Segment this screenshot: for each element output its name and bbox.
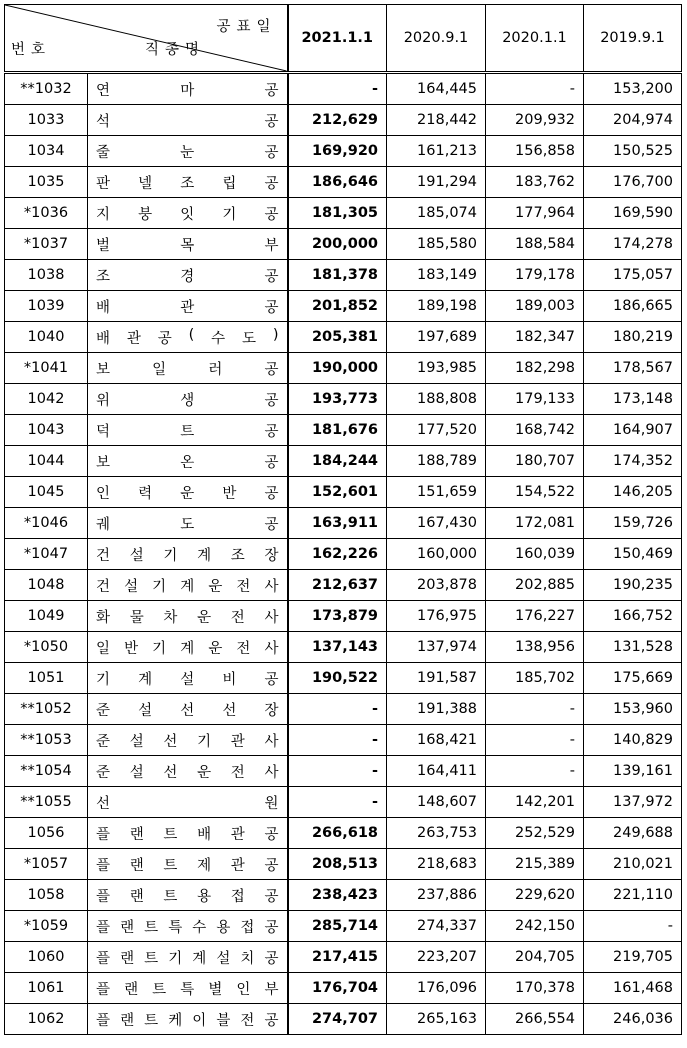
wage-value: 148,607 bbox=[387, 787, 486, 818]
wage-value: 137,974 bbox=[387, 632, 486, 663]
wage-value: 242,150 bbox=[486, 911, 584, 942]
table-row bbox=[5, 260, 682, 291]
table-row bbox=[5, 198, 682, 229]
row-number: *1047 bbox=[5, 539, 88, 570]
wage-value: 191,388 bbox=[387, 694, 486, 725]
job-name-cell bbox=[88, 136, 288, 167]
job-name-cell bbox=[88, 477, 288, 508]
row-number: 1051 bbox=[5, 663, 88, 694]
wage-value: 173,148 bbox=[584, 384, 682, 415]
header-date: 2021.1.1 bbox=[288, 5, 387, 73]
wage-value: 173,879 bbox=[288, 601, 387, 632]
row-number: **1053 bbox=[5, 725, 88, 756]
table-row bbox=[5, 446, 682, 477]
row-number: **1055 bbox=[5, 787, 88, 818]
job-name-cell bbox=[88, 663, 288, 694]
wage-value: 177,964 bbox=[486, 198, 584, 229]
job-name: 덕 트 공 bbox=[96, 423, 279, 440]
wage-value: 212,637 bbox=[288, 570, 387, 601]
wage-table bbox=[4, 4, 682, 1035]
wage-value: 142,201 bbox=[486, 787, 584, 818]
row-number: *1057 bbox=[5, 849, 88, 880]
wage-value: 159,726 bbox=[584, 508, 682, 539]
wage-value: 229,620 bbox=[486, 880, 584, 911]
wage-value: 237,886 bbox=[387, 880, 486, 911]
job-name: 인 력 운 반 공 bbox=[96, 485, 279, 502]
table-row bbox=[5, 508, 682, 539]
wage-value: 265,163 bbox=[387, 1004, 486, 1035]
header-left-label: 번호 bbox=[11, 42, 52, 58]
job-name: 배 관 공 bbox=[96, 299, 279, 316]
wage-value: 180,219 bbox=[584, 322, 682, 353]
header-date: 2019.9.1 bbox=[584, 5, 682, 73]
job-name-cell bbox=[88, 601, 288, 632]
job-name-cell bbox=[88, 198, 288, 229]
job-name-cell bbox=[88, 756, 288, 787]
wage-value: 221,110 bbox=[584, 880, 682, 911]
wage-value: 215,389 bbox=[486, 849, 584, 880]
job-name: 판 넬 조 립 공 bbox=[96, 175, 279, 192]
row-number: 1062 bbox=[5, 1004, 88, 1035]
wage-value: - bbox=[288, 725, 387, 756]
job-name-cell bbox=[88, 291, 288, 322]
row-number: 1060 bbox=[5, 942, 88, 973]
wage-value: 190,235 bbox=[584, 570, 682, 601]
wage-value: 131,528 bbox=[584, 632, 682, 663]
table-row bbox=[5, 849, 682, 880]
wage-value: 217,415 bbox=[288, 942, 387, 973]
wage-value: 161,213 bbox=[387, 136, 486, 167]
table-row bbox=[5, 973, 682, 1004]
wage-value: 238,423 bbox=[288, 880, 387, 911]
wage-value: 182,298 bbox=[486, 353, 584, 384]
job-name: 플 랜 트 배 관 공 bbox=[96, 826, 279, 843]
table-row bbox=[5, 167, 682, 198]
table-row bbox=[5, 725, 682, 756]
wage-value: 205,381 bbox=[288, 322, 387, 353]
row-number: 1043 bbox=[5, 415, 88, 446]
wage-value: 169,920 bbox=[288, 136, 387, 167]
wage-value: - bbox=[288, 694, 387, 725]
row-number: 1056 bbox=[5, 818, 88, 849]
job-name: 일 반 기 계 운 전 사 bbox=[96, 640, 279, 657]
job-name: 플 랜 트 케 이 블 전 공 bbox=[96, 1012, 279, 1029]
table-row bbox=[5, 539, 682, 570]
job-name: 준 설 선 선 장 bbox=[96, 702, 279, 719]
table-row bbox=[5, 291, 682, 322]
wage-value: 176,096 bbox=[387, 973, 486, 1004]
job-name: 건 설 기 계 조 장 bbox=[96, 547, 279, 564]
wage-value: 212,629 bbox=[288, 105, 387, 136]
job-name: 지 붕 잇 기 공 bbox=[96, 206, 279, 223]
wage-value: 150,525 bbox=[584, 136, 682, 167]
table-row bbox=[5, 353, 682, 384]
wage-value: 176,975 bbox=[387, 601, 486, 632]
wage-value: 185,074 bbox=[387, 198, 486, 229]
wage-value: 189,198 bbox=[387, 291, 486, 322]
wage-value: 180,707 bbox=[486, 446, 584, 477]
wage-value: 186,646 bbox=[288, 167, 387, 198]
wage-value: 191,294 bbox=[387, 167, 486, 198]
row-number: *1046 bbox=[5, 508, 88, 539]
wage-value: 162,226 bbox=[288, 539, 387, 570]
row-number: *1059 bbox=[5, 911, 88, 942]
table-row bbox=[5, 1004, 682, 1035]
job-name-cell bbox=[88, 446, 288, 477]
wage-value: 266,618 bbox=[288, 818, 387, 849]
table-body bbox=[5, 73, 682, 1035]
header-row bbox=[5, 5, 682, 73]
wage-value: - bbox=[486, 73, 584, 105]
wage-value: 189,003 bbox=[486, 291, 584, 322]
job-name: 준 설 선 기 관 사 bbox=[96, 733, 279, 750]
wage-value: - bbox=[486, 694, 584, 725]
wage-value: 146,205 bbox=[584, 477, 682, 508]
wage-value: 184,244 bbox=[288, 446, 387, 477]
wage-value: 137,143 bbox=[288, 632, 387, 663]
wage-value: 164,445 bbox=[387, 73, 486, 105]
wage-value: 167,430 bbox=[387, 508, 486, 539]
wage-value: 163,911 bbox=[288, 508, 387, 539]
table-row bbox=[5, 694, 682, 725]
wage-value: 249,688 bbox=[584, 818, 682, 849]
wage-value: 246,036 bbox=[584, 1004, 682, 1035]
job-name-cell bbox=[88, 632, 288, 663]
header-date: 2020.9.1 bbox=[387, 5, 486, 73]
wage-value: 156,858 bbox=[486, 136, 584, 167]
row-number: **1032 bbox=[5, 73, 88, 105]
table-row bbox=[5, 229, 682, 260]
wage-value: 174,352 bbox=[584, 446, 682, 477]
row-number: 1033 bbox=[5, 105, 88, 136]
wage-value: 185,702 bbox=[486, 663, 584, 694]
row-number: **1054 bbox=[5, 756, 88, 787]
job-name-cell bbox=[88, 787, 288, 818]
wage-value: 185,580 bbox=[387, 229, 486, 260]
wage-value: 218,442 bbox=[387, 105, 486, 136]
table-row bbox=[5, 384, 682, 415]
job-name-cell bbox=[88, 384, 288, 415]
row-number: 1040 bbox=[5, 322, 88, 353]
job-name-cell bbox=[88, 260, 288, 291]
wage-value: 182,347 bbox=[486, 322, 584, 353]
wage-value: 181,378 bbox=[288, 260, 387, 291]
wage-value: 219,705 bbox=[584, 942, 682, 973]
wage-value: 204,705 bbox=[486, 942, 584, 973]
job-name-cell bbox=[88, 229, 288, 260]
wage-value: 200,000 bbox=[288, 229, 387, 260]
job-name-cell bbox=[88, 725, 288, 756]
wage-value: 188,584 bbox=[486, 229, 584, 260]
wage-value: 208,513 bbox=[288, 849, 387, 880]
wage-value: 193,773 bbox=[288, 384, 387, 415]
job-name: 연 마 공 bbox=[96, 82, 279, 99]
table-row bbox=[5, 105, 682, 136]
wage-value: 175,669 bbox=[584, 663, 682, 694]
wage-value: 176,704 bbox=[288, 973, 387, 1004]
row-number: 1034 bbox=[5, 136, 88, 167]
wage-value: 164,411 bbox=[387, 756, 486, 787]
row-number: 1042 bbox=[5, 384, 88, 415]
wage-value: 179,178 bbox=[486, 260, 584, 291]
wage-value: 202,885 bbox=[486, 570, 584, 601]
job-name: 궤 도 공 bbox=[96, 516, 279, 533]
wage-value: 166,752 bbox=[584, 601, 682, 632]
job-name: 플 랜 트 특 수 용 접 공 bbox=[96, 919, 279, 936]
job-name: 벌 목 부 bbox=[96, 237, 279, 254]
wage-value: 150,469 bbox=[584, 539, 682, 570]
row-number: *1041 bbox=[5, 353, 88, 384]
wage-value: 201,852 bbox=[288, 291, 387, 322]
job-name: 보 온 공 bbox=[96, 454, 279, 471]
job-name: 보 일 러 공 bbox=[96, 361, 279, 378]
wage-value: 188,789 bbox=[387, 446, 486, 477]
job-name: 준 설 선 운 전 사 bbox=[96, 764, 279, 781]
wage-value: 168,421 bbox=[387, 725, 486, 756]
wage-value: 178,567 bbox=[584, 353, 682, 384]
wage-value: 186,665 bbox=[584, 291, 682, 322]
wage-value: 197,689 bbox=[387, 322, 486, 353]
job-name-cell bbox=[88, 508, 288, 539]
wage-value: 183,149 bbox=[387, 260, 486, 291]
job-name-cell bbox=[88, 105, 288, 136]
job-name-cell bbox=[88, 73, 288, 105]
wage-value: 181,676 bbox=[288, 415, 387, 446]
job-name-cell bbox=[88, 880, 288, 911]
wage-value: 274,337 bbox=[387, 911, 486, 942]
header-top-label: 공표일 bbox=[216, 19, 277, 35]
table-row bbox=[5, 477, 682, 508]
wage-value: 174,278 bbox=[584, 229, 682, 260]
wage-value: 176,700 bbox=[584, 167, 682, 198]
wage-value: - bbox=[486, 756, 584, 787]
job-name-cell bbox=[88, 942, 288, 973]
job-name-cell bbox=[88, 322, 288, 353]
table-row bbox=[5, 601, 682, 632]
header-date: 2020.1.1 bbox=[486, 5, 584, 73]
table-row bbox=[5, 880, 682, 911]
wage-value: 181,305 bbox=[288, 198, 387, 229]
table-row bbox=[5, 415, 682, 446]
job-name: 조 경 공 bbox=[96, 268, 279, 285]
table-row bbox=[5, 756, 682, 787]
wage-value: 266,554 bbox=[486, 1004, 584, 1035]
job-name-cell bbox=[88, 539, 288, 570]
row-number: 1048 bbox=[5, 570, 88, 601]
wage-value: - bbox=[288, 73, 387, 105]
wage-value: 153,200 bbox=[584, 73, 682, 105]
header-diagonal-cell bbox=[5, 5, 288, 73]
job-name-cell bbox=[88, 818, 288, 849]
wage-value: 176,227 bbox=[486, 601, 584, 632]
wage-value: 169,590 bbox=[584, 198, 682, 229]
wage-value: 218,683 bbox=[387, 849, 486, 880]
wage-value: 161,468 bbox=[584, 973, 682, 1004]
wage-value: 164,907 bbox=[584, 415, 682, 446]
table-row bbox=[5, 73, 682, 105]
wage-value: 179,133 bbox=[486, 384, 584, 415]
wage-value: 285,714 bbox=[288, 911, 387, 942]
job-name: 위 생 공 bbox=[96, 392, 279, 409]
wage-value: 190,000 bbox=[288, 353, 387, 384]
wage-value: - bbox=[584, 911, 682, 942]
wage-value: 175,057 bbox=[584, 260, 682, 291]
job-name-cell bbox=[88, 353, 288, 384]
wage-value: 210,021 bbox=[584, 849, 682, 880]
table-row bbox=[5, 136, 682, 167]
row-number: 1045 bbox=[5, 477, 88, 508]
wage-value: 170,378 bbox=[486, 973, 584, 1004]
wage-value: 172,081 bbox=[486, 508, 584, 539]
wage-value: 137,972 bbox=[584, 787, 682, 818]
table-row bbox=[5, 787, 682, 818]
job-name: 석 공 bbox=[96, 113, 279, 130]
wage-value: 188,808 bbox=[387, 384, 486, 415]
job-name-cell bbox=[88, 570, 288, 601]
job-name-cell bbox=[88, 694, 288, 725]
job-name: 줄 눈 공 bbox=[96, 144, 279, 161]
wage-value: 140,829 bbox=[584, 725, 682, 756]
wage-value: 209,932 bbox=[486, 105, 584, 136]
wage-value: - bbox=[486, 725, 584, 756]
wage-value: 160,039 bbox=[486, 539, 584, 570]
row-number: *1050 bbox=[5, 632, 88, 663]
row-number: 1039 bbox=[5, 291, 88, 322]
job-name: 플 랜 트 제 관 공 bbox=[96, 857, 279, 874]
table-row bbox=[5, 942, 682, 973]
row-number: 1049 bbox=[5, 601, 88, 632]
job-name-cell bbox=[88, 167, 288, 198]
table-row bbox=[5, 911, 682, 942]
wage-value: 193,985 bbox=[387, 353, 486, 384]
row-number: *1036 bbox=[5, 198, 88, 229]
row-number: 1038 bbox=[5, 260, 88, 291]
job-name: 기 계 설 비 공 bbox=[96, 671, 279, 688]
wage-value: 252,529 bbox=[486, 818, 584, 849]
wage-value: 139,161 bbox=[584, 756, 682, 787]
table-row bbox=[5, 818, 682, 849]
wage-value: 153,960 bbox=[584, 694, 682, 725]
job-name: 플 랜 트 기 계 설 치 공 bbox=[96, 950, 279, 967]
wage-value: 191,587 bbox=[387, 663, 486, 694]
row-number: 1035 bbox=[5, 167, 88, 198]
job-name: 선 원 bbox=[96, 795, 279, 812]
job-name: 플 랜 트 용 접 공 bbox=[96, 888, 279, 905]
wage-value: 138,956 bbox=[486, 632, 584, 663]
table-row bbox=[5, 570, 682, 601]
wage-value: - bbox=[288, 787, 387, 818]
wage-value: 274,707 bbox=[288, 1004, 387, 1035]
wage-value: 190,522 bbox=[288, 663, 387, 694]
row-number: 1044 bbox=[5, 446, 88, 477]
wage-value: 152,601 bbox=[288, 477, 387, 508]
job-name-cell bbox=[88, 849, 288, 880]
row-number: 1061 bbox=[5, 973, 88, 1004]
wage-value: 204,974 bbox=[584, 105, 682, 136]
wage-value: 263,753 bbox=[387, 818, 486, 849]
header-mid-label: 직종명 bbox=[145, 42, 206, 58]
row-number: 1058 bbox=[5, 880, 88, 911]
job-name: 화 물 차 운 전 사 bbox=[96, 609, 279, 626]
wage-value: 151,659 bbox=[387, 477, 486, 508]
wage-value: 183,762 bbox=[486, 167, 584, 198]
wage-value: 223,207 bbox=[387, 942, 486, 973]
job-name: 배 관 공 ( 수 도 ) bbox=[96, 326, 279, 347]
table-row bbox=[5, 663, 682, 694]
job-name: 건 설 기 계 운 전 사 bbox=[96, 578, 279, 595]
wage-value: 203,878 bbox=[387, 570, 486, 601]
table-row bbox=[5, 322, 682, 353]
row-number: **1052 bbox=[5, 694, 88, 725]
table-row bbox=[5, 632, 682, 663]
job-name-cell bbox=[88, 1004, 288, 1035]
wage-value: - bbox=[288, 756, 387, 787]
wage-value: 160,000 bbox=[387, 539, 486, 570]
job-name-cell bbox=[88, 911, 288, 942]
wage-value: 154,522 bbox=[486, 477, 584, 508]
job-name-cell bbox=[88, 415, 288, 446]
job-name: 플 랜 트 특 별 인 부 bbox=[96, 981, 279, 998]
row-number: *1037 bbox=[5, 229, 88, 260]
job-name-cell bbox=[88, 973, 288, 1004]
wage-value: 168,742 bbox=[486, 415, 584, 446]
wage-value: 177,520 bbox=[387, 415, 486, 446]
